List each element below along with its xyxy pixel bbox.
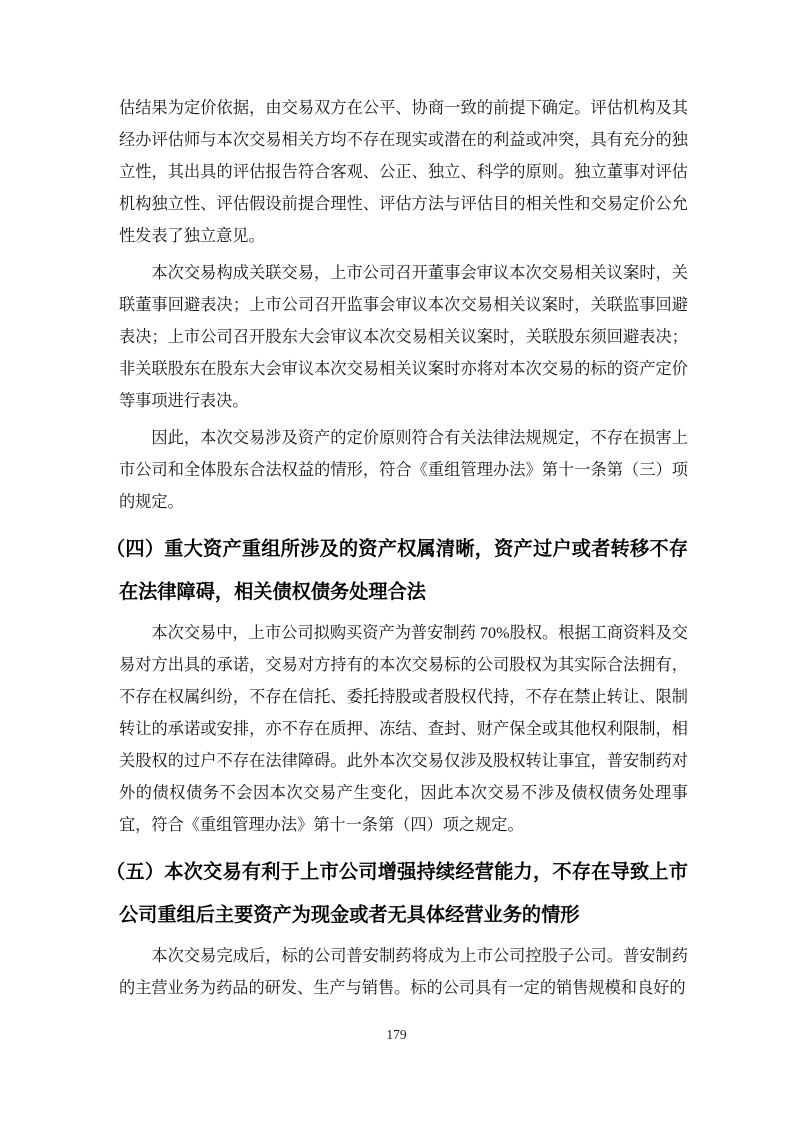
page-content xyxy=(106,92,688,1009)
page-footer xyxy=(0,1026,793,1044)
page-number: 179 xyxy=(386,1027,407,1042)
paragraph-equity-ownership: 本次交易中，上市公司拟购买资产为普安制药 70%股权。根据工商资料及交易对方出具的承诺，交易对方持有的本次交易标的公司股权为其实际合法拥有，不存在权属纠纷，不存在信托、委托持股或者股权代持，不存在禁止转让、限制转让的承诺或安排，亦不存在质押、冻结、查封、财产保全或其他权利限制，相关股权的过户不存在法律障碍。此外本次交易仅涉及股权转让事宜，普安制药对外的债权债务不会因本次交易产生变化，因此本次交易不涉及债权债务处理事宜，符合《重组管理办法》第十一条第（四）项之规定。 xyxy=(119,624,688,834)
paragraph-valuation-independence: 估结果为定价依据，由交易双方在公平、协商一致的前提下确定。评估机构及其经办评估师与本次交易相关方均不存在现实或潜在的利益或冲突，具有充分的独立性，其出具的评估报告符合客观、公正、独立、科学的原则。独立董事对评估机构独立性、评估假设前提合理性、评估方法与评估目的相关性和交易定价公允性发表了独立意见。 xyxy=(119,99,688,245)
paragraph-related-party-voting: 本次交易构成关联交易，上市公司召开董事会审议本次交易相关议案时，关联董事回避表决；上市公司召开监事会审议本次交易相关议案时，关联监事回避表决；上市公司召开股东大会审议本次交易相关议案时，关联股东须回避表决；非关联股东在股东大会审议本次交易相关议案时亦将对本次交易的标的资产定价等事项进行表决。 xyxy=(119,264,688,410)
paragraph-post-transaction: 本次交易完成后，标的公司普安制药将成为上市公司控股子公司。普安制药的主营业务为药品的研发、生产与销售。标的公司具有一定的销售规模和良好的 xyxy=(119,947,688,997)
paragraph-pricing-conclusion: 因此，本次交易涉及资产的定价原则符合有关法律法规规定，不存在损害上市公司和全体股东合法权益的情形，符合《重组管理办法》第十一条第（三）项的规定。 xyxy=(119,429,688,511)
section-heading-4: （四）重大资产重组所涉及的资产权属清晰，资产过户或者转移不存在法律障碍，相关债权债务处理合法 xyxy=(106,539,688,603)
section-heading-5: （五）本次交易有利于上市公司增强持续经营能力，不存在导致上市公司重组后主要资产为现金或者无具体经营业务的情形 xyxy=(106,862,688,926)
